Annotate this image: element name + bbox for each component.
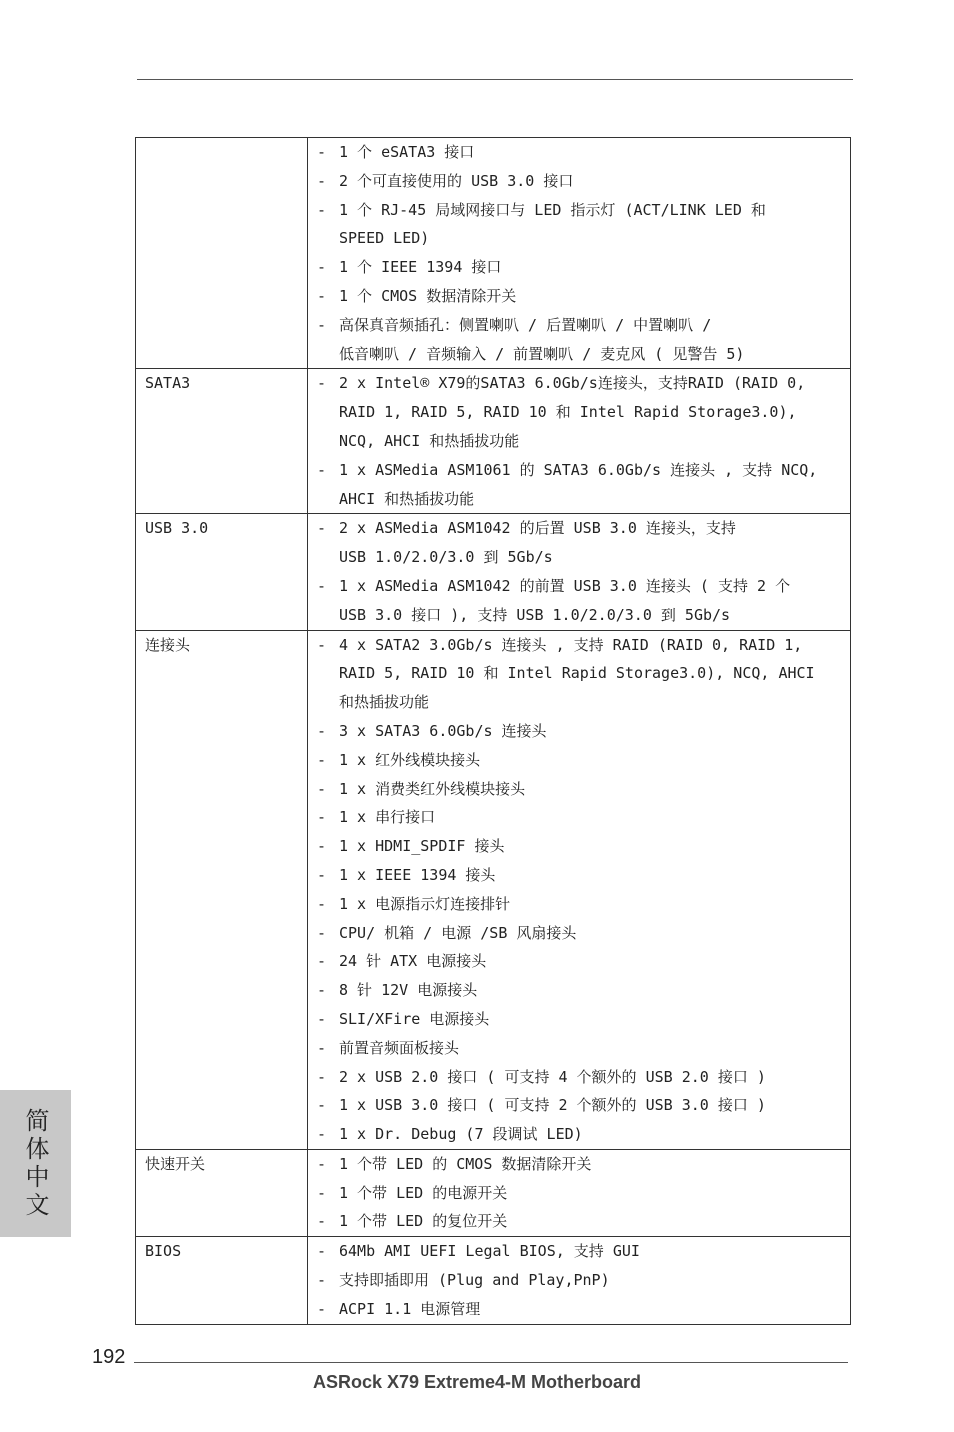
spec-item	[317, 659, 850, 688]
spec-item-text: 3 x SATA3 6.0Gb/s 连接头	[339, 721, 547, 740]
spec-item	[317, 1150, 850, 1179]
bullet-dash: -	[317, 519, 327, 538]
bullet-dash: -	[317, 576, 327, 595]
spec-row	[136, 514, 851, 630]
spec-item-text: 1 个 eSATA3 接口	[339, 143, 475, 161]
spec-row	[136, 630, 851, 1149]
bullet-dash: -	[317, 1009, 327, 1028]
bullet-dash: -	[317, 923, 327, 942]
bullet-dash: -	[317, 460, 327, 479]
spec-item-text: AHCI 和热插拔功能	[339, 489, 475, 508]
spec-item-text: USB 3.0 接口 ), 支持 USB 1.0/2.0/3.0 到 5Gb/s	[339, 605, 731, 624]
bullet-dash: -	[317, 952, 327, 971]
spec-row-label: SATA3	[136, 369, 308, 514]
bullet-dash: -	[317, 315, 327, 334]
spec-item	[317, 1091, 850, 1120]
spec-item-text: 1 x HDMI_SPDIF 接头	[339, 837, 505, 856]
spec-item	[317, 1063, 850, 1092]
spec-item-text: 1 x 电源指示灯连接排针	[339, 894, 511, 913]
spec-item-text: 24 针 ATX 电源接头	[339, 952, 487, 971]
bullet-dash: -	[317, 1183, 327, 1202]
spec-item	[317, 282, 850, 311]
bullet-dash: -	[317, 374, 327, 393]
spec-item	[317, 138, 850, 167]
spec-row-items	[308, 514, 851, 630]
spec-item	[317, 1120, 850, 1149]
spec-item	[317, 919, 850, 948]
spec-item	[317, 717, 850, 746]
bottom-rule	[134, 1362, 848, 1363]
spec-item-text: 1 x 串行接口	[339, 808, 436, 827]
spec-row-label: 快速开关	[136, 1149, 308, 1236]
spec-item-text: 1 x Dr. Debug (7 段调试 LED)	[339, 1125, 583, 1144]
bullet-dash: -	[317, 1154, 327, 1173]
spec-item	[317, 1034, 850, 1063]
spec-row-items	[308, 1237, 851, 1324]
top-rule	[137, 79, 853, 80]
spec-item	[317, 861, 850, 890]
spec-item	[317, 1266, 850, 1295]
spec-item-text: 1 个 IEEE 1394 接口	[339, 258, 502, 277]
bullet-dash: -	[317, 865, 327, 884]
bullet-dash: -	[317, 1067, 327, 1086]
spec-item-text: USB 1.0/2.0/3.0 到 5Gb/s	[339, 548, 553, 567]
spec-item	[317, 224, 850, 253]
spec-item-text: 1 个带 LED 的电源开关	[339, 1183, 508, 1202]
bullet-dash: -	[317, 837, 327, 856]
spec-item	[317, 631, 850, 660]
spec-item-text: 1 x 消费类红外线模块接头	[339, 779, 526, 798]
spec-item-text: 1 x ASMedia ASM1042 的前置 USB 3.0 连接头 ( 支持 2 个	[339, 576, 791, 595]
spec-item-text: 低音喇叭 / 音频输入 / 前置喇叭 / 麦克风 ( 见警告 5)	[339, 344, 745, 363]
spec-item-text: 64Mb AMI UEFI Legal BIOS, 支持 GUI	[339, 1242, 640, 1261]
spec-item-text: 前置音频面板接头	[339, 1038, 460, 1057]
spec-item	[317, 456, 850, 485]
spec-table	[135, 137, 851, 1325]
spec-item-text: 2 x USB 2.0 接口 ( 可支持 4 个额外的 USB 2.0 接口 )	[339, 1067, 766, 1086]
spec-item	[317, 253, 850, 282]
bullet-dash: -	[317, 1242, 327, 1261]
spec-item-text: 支持即插即用 (Plug and Play,PnP)	[339, 1271, 610, 1290]
spec-row-items	[308, 369, 851, 514]
spec-item-text: 高保真音频插孔：侧置喇叭 / 后置喇叭 / 中置喇叭 /	[339, 315, 712, 334]
bullet-dash: -	[317, 258, 327, 277]
spec-item-text: 1 x 红外线模块接头	[339, 750, 481, 769]
spec-item-text: CPU/ 机箱 / 电源 /SB 风扇接头	[339, 923, 577, 942]
language-side-tab	[0, 1090, 71, 1237]
spec-item-text: 1 个 CMOS 数据清除开关	[339, 286, 517, 305]
spec-item-text: 1 x ASMedia ASM1061 的 SATA3 6.0Gb/s 连接头 , 支持 NCQ,	[339, 460, 818, 479]
spec-item-text: 2 x Intel® X79的SATA3 6.0Gb/s连接头，支持RAID (RAID 0,	[339, 374, 806, 393]
spec-row	[136, 1149, 851, 1236]
spec-row-items	[308, 138, 851, 369]
language-side-tab-label: 简体中文	[21, 1107, 49, 1220]
spec-row-label: BIOS	[136, 1237, 308, 1324]
spec-item	[317, 1237, 850, 1266]
spec-item	[317, 311, 850, 340]
bullet-dash: -	[317, 1096, 327, 1115]
spec-item-text: 1 个带 LED 的 CMOS 数据清除开关	[339, 1154, 592, 1173]
spec-row	[136, 1237, 851, 1324]
footer-title: ASRock X79 Extreme4-M Motherboard	[312, 1372, 642, 1392]
bullet-dash: -	[317, 200, 327, 219]
bullet-dash: -	[317, 1125, 327, 1144]
spec-item	[317, 746, 850, 775]
bullet-dash: -	[317, 286, 327, 305]
bullet-dash: -	[317, 143, 327, 161]
spec-item-text: NCQ, AHCI 和热插拔功能	[339, 431, 520, 450]
spec-item-text: 8 针 12V 电源接头	[339, 981, 478, 1000]
spec-item	[317, 572, 850, 601]
spec-item	[317, 427, 850, 456]
spec-item-text: 4 x SATA2 3.0Gb/s 连接头 , 支持 RAID (RAID 0, RAID 1,	[339, 635, 803, 654]
bullet-dash: -	[317, 779, 327, 798]
spec-item-text: 2 个可直接使用的 USB 3.0 接口	[339, 171, 574, 190]
spec-item	[317, 947, 850, 976]
spec-item-text: RAID 5, RAID 10 和 Intel Rapid Storage3.0), NCQ, AHCI	[339, 664, 815, 683]
spec-item-text: 1 x USB 3.0 接口 ( 可支持 2 个额外的 USB 3.0 接口 )	[339, 1096, 766, 1115]
spec-item	[317, 1295, 850, 1324]
bullet-dash: -	[317, 750, 327, 769]
spec-row-label: USB 3.0	[136, 514, 308, 630]
spec-item	[317, 167, 850, 196]
spec-item-text: ACPI 1.1 电源管理	[339, 1299, 481, 1318]
bullet-dash: -	[317, 1038, 327, 1057]
spec-item	[317, 688, 850, 717]
spec-item	[317, 340, 850, 369]
spec-item	[317, 775, 850, 804]
spec-item	[317, 543, 850, 572]
spec-item	[317, 890, 850, 919]
spec-row	[136, 369, 851, 514]
bullet-dash: -	[317, 1271, 327, 1290]
spec-item-text: SLI/XFire 电源接头	[339, 1009, 490, 1028]
spec-item-text: 2 x ASMedia ASM1042 的后置 USB 3.0 连接头，支持	[339, 519, 736, 538]
spec-item	[317, 832, 850, 861]
bullet-dash: -	[317, 981, 327, 1000]
spec-item	[317, 196, 850, 225]
spec-item	[317, 601, 850, 630]
bullet-dash: -	[317, 894, 327, 913]
spec-item	[317, 803, 850, 832]
spec-item	[317, 1207, 850, 1236]
spec-item	[317, 1179, 850, 1208]
spec-row-items	[308, 630, 851, 1149]
spec-item-text: SPEED LED)	[339, 229, 430, 248]
spec-row-label	[136, 138, 308, 369]
spec-item-text: RAID 1, RAID 5, RAID 10 和 Intel Rapid Storage3.0),	[339, 403, 797, 422]
spec-item	[317, 1005, 850, 1034]
spec-item-text: 1 个带 LED 的复位开关	[339, 1212, 508, 1231]
bullet-dash: -	[317, 1212, 327, 1231]
bullet-dash: -	[317, 1299, 327, 1318]
spec-item-text: 1 x IEEE 1394 接头	[339, 865, 496, 884]
bullet-dash: -	[317, 171, 327, 190]
spec-item	[317, 514, 850, 543]
spec-item-text: 1 个 RJ-45 局域网接口与 LED 指示灯 (ACT/LINK LED 和	[339, 200, 766, 219]
spec-item	[317, 369, 850, 398]
spec-row-label: 连接头	[136, 630, 308, 1149]
spec-row	[136, 138, 851, 369]
spec-item	[317, 398, 850, 427]
spec-item	[317, 976, 850, 1005]
spec-table-body	[136, 138, 851, 1325]
spec-item	[317, 485, 850, 514]
bullet-dash: -	[317, 635, 327, 654]
spec-item-text: 和热插拔功能	[339, 693, 430, 712]
bullet-dash: -	[317, 808, 327, 827]
bullet-dash: -	[317, 721, 327, 740]
page-number: 192	[92, 1346, 126, 1368]
spec-row-items	[308, 1149, 851, 1236]
